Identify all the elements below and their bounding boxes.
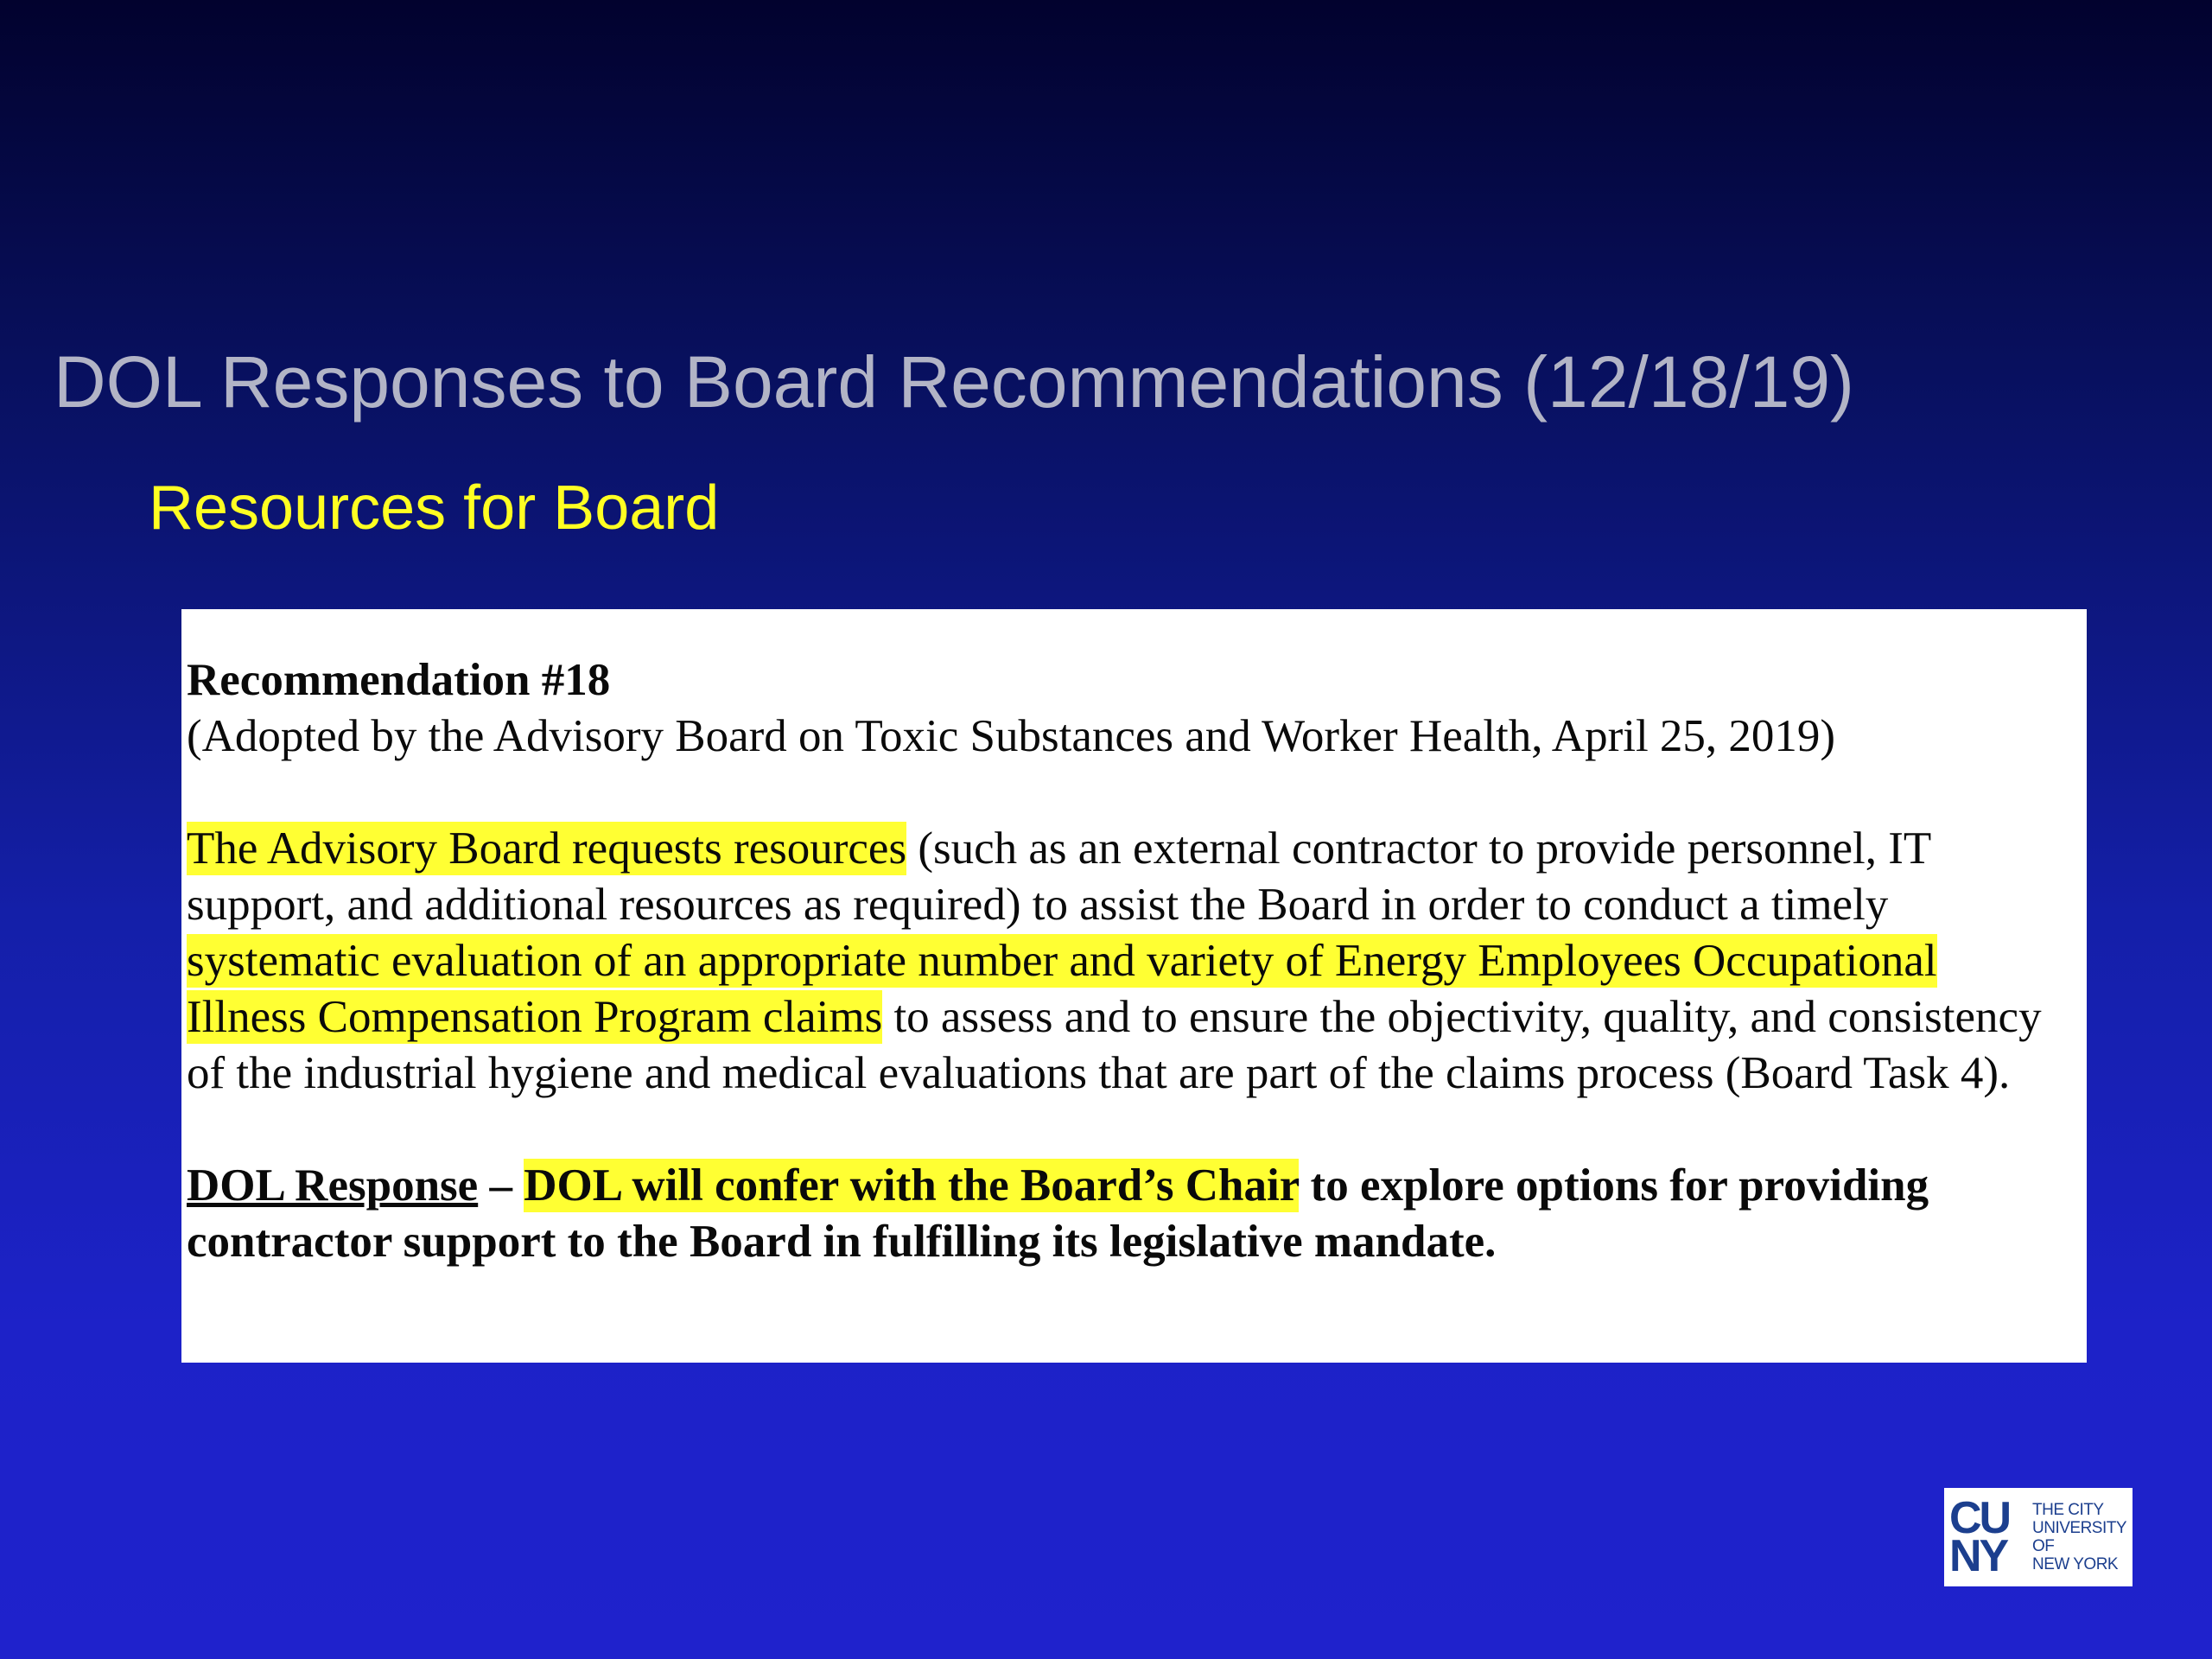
logo-text-line: UNIVERSITY [2032,1519,2127,1537]
highlight-systematic-evaluation: systematic evaluation of an appropriate number and variety of Energy Employees Occupational Illness Compensation Program claims [187,936,1937,1042]
adopted-line: (Adopted by the Advisory Board on Toxic Substances and Worker Health, April 25, 2019) [187,711,1836,761]
cuny-logo-mark [1949,1493,2029,1581]
logo-text-line: NEW YORK [2032,1555,2119,1573]
recommendation-body [187,821,2066,1102]
logo-mark-line1: CU [1949,1493,2010,1543]
logo-text-line: THE CITY [2032,1501,2104,1519]
body-text-2: to assess and to ensure the objectivity, quality, and consistency of the industrial hygiene and medical evaluations that are part of the claims process (Board Task 4). [187,992,2042,1098]
body-text-1: (such as an external contractor to provide personnel, IT support, and additional resources as required) to assist the Board in order to conduct a timely [187,823,1931,930]
highlight-dol-confer: DOL will confer with the Board’s Chair [524,1160,1300,1211]
slide-subtitle: Resources for Board [149,474,720,543]
cuny-logo [1944,1488,2133,1586]
dol-response-text: to explore options for providing contractor support to the Board in fulfilling its legislative mandate. [187,1160,1929,1267]
dol-response-dash: – [478,1160,524,1211]
highlight-board-requests: The Advisory Board requests resources [187,823,907,874]
recommendation-title: Recommendation #18 [187,655,611,705]
document-excerpt [181,609,2087,1363]
logo-mark-line2: NY [1949,1531,2007,1581]
dol-response [187,1158,2066,1270]
cuny-logo-text [2032,1501,2126,1573]
dol-response-label: DOL Response [187,1160,479,1211]
slide-title: DOL Responses to Board Recommendations (12/18/19) [54,341,1855,423]
logo-text-line: OF [2032,1537,2055,1555]
